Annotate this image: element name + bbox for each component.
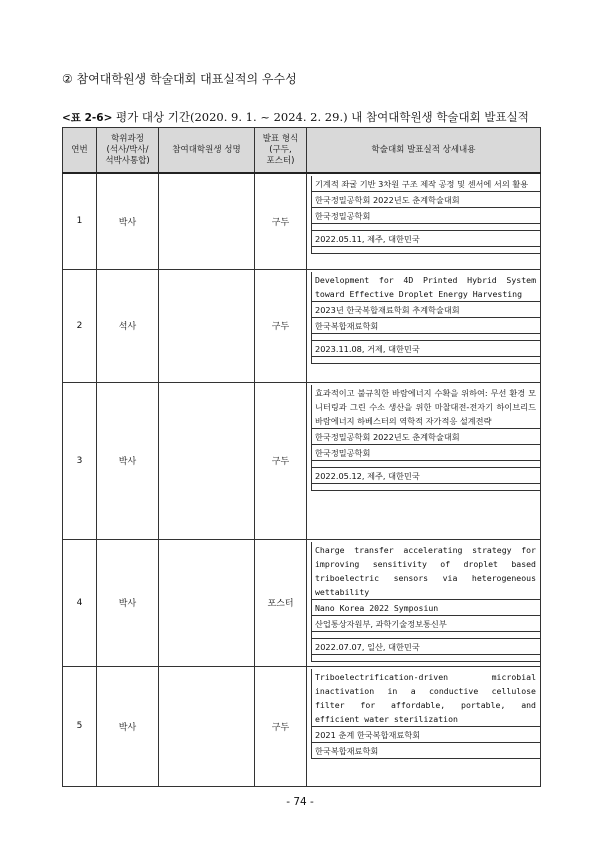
header-no: 연번 xyxy=(63,128,97,174)
details-lines xyxy=(311,385,540,491)
row-format: 구두 xyxy=(255,173,307,269)
details-lines xyxy=(311,669,540,759)
detail-line xyxy=(312,461,540,468)
page-number: - 74 - xyxy=(286,796,314,808)
detail-line: 2021 춘계 한국복합재료학회 xyxy=(312,727,540,743)
detail-line: Charge transfer accelerating strategy for improving sensitivity of droplet based triboelectric sensors via heterogeneous wettability xyxy=(312,542,540,600)
detail-line xyxy=(312,484,540,491)
row-details xyxy=(307,666,541,786)
detail-line xyxy=(312,357,540,364)
detail-line xyxy=(312,334,540,341)
row-student-name xyxy=(159,666,255,786)
header-details: 학술대회 발표실적 상세내용 xyxy=(307,128,541,174)
detail-line: 2022.07.07, 일산, 대한민국 xyxy=(312,639,540,655)
row-number: 1 xyxy=(63,173,97,269)
details-lines xyxy=(311,176,540,254)
row-number: 4 xyxy=(63,539,97,666)
detail-line: 한국정밀공학회 xyxy=(312,208,540,224)
row-number: 2 xyxy=(63,269,97,382)
detail-line xyxy=(312,655,540,662)
detail-line xyxy=(312,224,540,231)
detail-line: 2023.11.08, 거제, 대한민국 xyxy=(312,341,540,357)
row-format: 구두 xyxy=(255,269,307,382)
row-format: 구두 xyxy=(255,382,307,539)
header-format: 발표 형식 (구두, 포스터) xyxy=(255,128,307,174)
row-degree: 박사 xyxy=(97,173,159,269)
table-row xyxy=(63,269,541,382)
details-lines xyxy=(311,542,540,662)
detail-line xyxy=(312,632,540,639)
table-caption-text: 평가 대상 기간(2020. 9. 1. ~ 2024. 2. 29.) 내 참여대학원생 학술대회 발표실적 xyxy=(112,110,529,124)
detail-line: 한국정밀공학회 2022년도 춘계학술대회 xyxy=(312,192,540,208)
detail-line: 효과적이고 불규칙한 바람에너지 수확을 위하여: 무선 환경 모니터링과 그린 수소 생산을 위한 마찰대전-전자기 하이브리드 바람에너지 하베스터의 역학적 자가적응 설계전략 xyxy=(312,385,540,429)
detail-line: 기계적 좌굴 기반 3차원 구조 제작 공정 및 센서에 서의 활용 xyxy=(312,176,540,192)
detail-line: 한국복합재료학회 xyxy=(312,318,540,334)
header-degree: 학위과정 (석사/박사/ 석박사통합) xyxy=(97,128,159,174)
table-row xyxy=(63,173,541,269)
table-row xyxy=(63,666,541,786)
detail-line: Development for 4D Printed Hybrid System toward Effective Droplet Energy Harvesting xyxy=(312,272,540,302)
detail-line: 2022.05.12, 제주, 대한민국 xyxy=(312,468,540,484)
table-row xyxy=(63,539,541,666)
table-caption xyxy=(62,109,529,125)
row-format: 구두 xyxy=(255,666,307,786)
table-caption-label: <표 2-6> xyxy=(62,112,113,124)
detail-line: 한국정밀공학회 xyxy=(312,445,540,461)
row-student-name xyxy=(159,269,255,382)
row-details xyxy=(307,382,541,539)
row-details xyxy=(307,269,541,382)
detail-line: 한국복합재료학회 xyxy=(312,743,540,759)
row-student-name xyxy=(159,539,255,666)
section-title: ② 참여대학원생 학술대회 대표실적의 우수성 xyxy=(62,72,297,86)
detail-line: Triboelectrification-driven microbial inactivation in a conductive cellulose filter for affordable, portable, and efficient water sterilization xyxy=(312,669,540,727)
table-body xyxy=(63,173,541,786)
row-details xyxy=(307,539,541,666)
table-header-row xyxy=(63,128,541,174)
row-student-name xyxy=(159,173,255,269)
detail-line: 산업통상자원부, 과학기술정보통신부 xyxy=(312,616,540,632)
row-degree: 석사 xyxy=(97,269,159,382)
row-format: 포스터 xyxy=(255,539,307,666)
detail-line: 2023년 한국복합재료학회 추계학술대회 xyxy=(312,302,540,318)
detail-line: 2022.05.11, 제주, 대한민국 xyxy=(312,231,540,247)
row-details xyxy=(307,173,541,269)
row-number: 3 xyxy=(63,382,97,539)
detail-line: Nano Korea 2022 Symposiun xyxy=(312,600,540,616)
presentation-table xyxy=(62,127,541,787)
row-degree: 박사 xyxy=(97,666,159,786)
table-row xyxy=(63,382,541,539)
details-lines xyxy=(311,272,540,364)
detail-line: 한국정밀공학회 2022년도 춘계학술대회 xyxy=(312,429,540,445)
row-student-name xyxy=(159,382,255,539)
row-number: 5 xyxy=(63,666,97,786)
header-name: 참여대학원생 성명 xyxy=(159,128,255,174)
detail-line xyxy=(312,247,540,254)
row-degree: 박사 xyxy=(97,539,159,666)
row-degree: 박사 xyxy=(97,382,159,539)
